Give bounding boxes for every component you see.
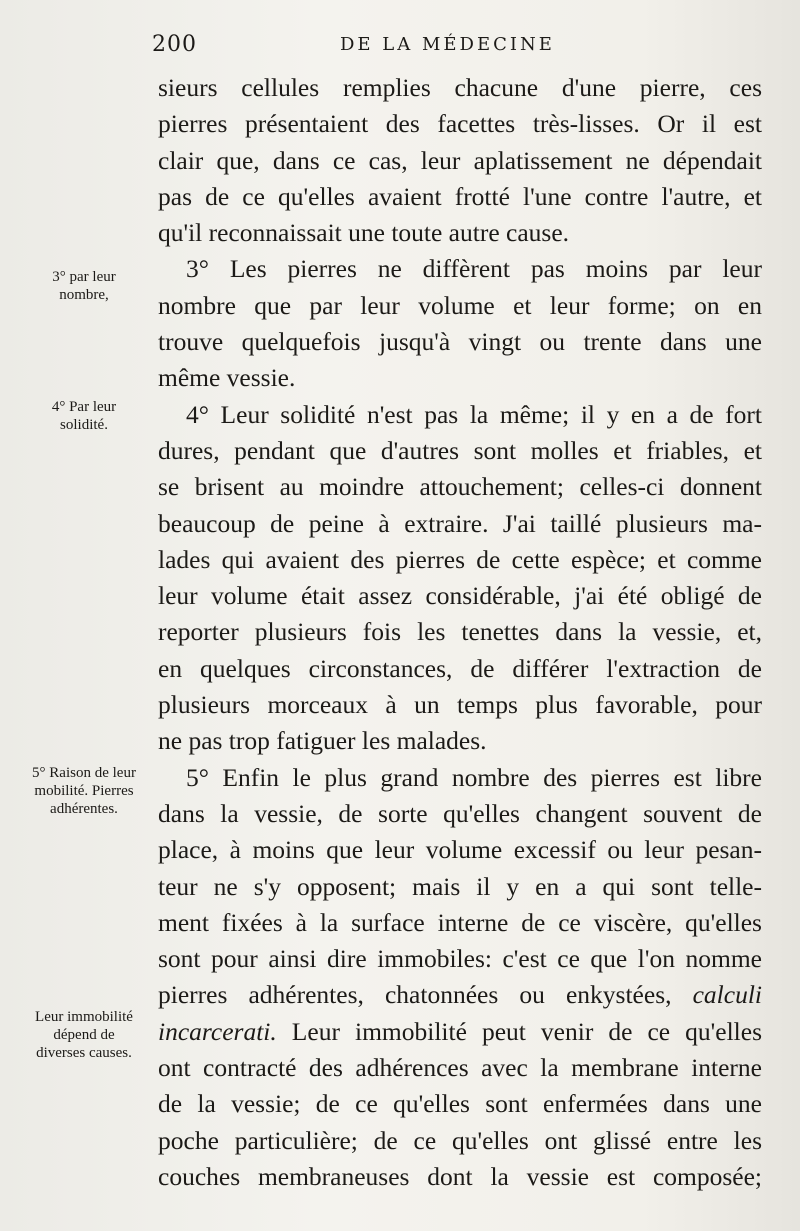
text-line: teur ne s'y opposent; mais il y en a qui sont telle-	[158, 871, 762, 901]
text-segment: Leur immobilité peut venir de ce qu'elles	[291, 1016, 763, 1046]
latin-term: calculi	[692, 980, 762, 1010]
paragraph-start-line: 3° Les pierres ne diffèrent pas moins par leur	[186, 254, 762, 284]
paragraph-start-line: 5° Enfin le plus grand nombre des pierres est libre	[186, 762, 762, 792]
margin-note-immobilite: Leur immobilité dépend de diverses causes.	[35, 1009, 133, 1061]
text-line: trouve quelquefois jusqu'à vingt ou trente dans une	[158, 327, 762, 357]
text-line: même vessie.	[158, 363, 296, 393]
text-line: pierres présentaient des facettes très-lisses. Or il est	[158, 109, 762, 139]
text-line: place, à moins que leur volume excessif ou leur pesan-	[158, 835, 762, 865]
text-line: reporter plusieurs fois les tenettes dans la vessie, et,	[158, 617, 762, 647]
text-line	[158, 1014, 762, 1050]
text-line: nombre que par leur volume et leur forme; on en	[158, 290, 762, 320]
text-line: clair que, dans ce cas, leur aplatissement ne dépendait	[158, 145, 762, 175]
margin-note-solidite: 4° Par leur solidité.	[51, 399, 117, 433]
text-line: leur volume était assez considérable, j'ai été obligé de	[158, 581, 762, 611]
margin-note-mobilite: 5° Raison de leur mobilité. Pierres adhérentes.	[32, 765, 136, 817]
page-header	[152, 30, 752, 62]
page-number: 200	[152, 32, 197, 57]
text-line: sont pour ainsi dire immobiles: c'est ce que l'on nomme	[158, 944, 762, 974]
text-line: dures, pendant que d'autres sont molles et friables, et	[158, 435, 762, 465]
latin-term: incarcerati.	[158, 1016, 277, 1046]
text-line: sieurs cellules remplies chacune d'une pierre, ces	[158, 73, 762, 102]
body-text	[158, 70, 762, 1195]
text-line: de la vessie; de ce qu'elles sont enfermées dans une	[158, 1089, 762, 1119]
text-line: lades qui avaient des pierres de cette espèce; et comme	[158, 544, 762, 574]
text-line: ont contracté des adhérences avec la membrane interne	[158, 1053, 762, 1083]
margin-note-nombre: 3° par leur nombre,	[52, 269, 116, 303]
text-line: qu'il reconnaissait une toute autre cause.	[158, 218, 570, 248]
text-line: poche particulière; de ce qu'elles ont glissé entre les	[158, 1125, 762, 1155]
text-line: ne pas trop fatiguer les malades.	[158, 726, 487, 756]
text-line: ment fixées à la surface interne de ce viscère, qu'elles	[158, 907, 762, 937]
text-line: beaucoup de peine à extraire. J'ai taillé plusieurs ma-	[158, 508, 762, 538]
text-line	[158, 977, 762, 1013]
paragraph-start-line: 4° Leur solidité n'est pas la même; il y en a de fort	[186, 399, 762, 429]
text-segment: pierres adhérentes, chatonnées ou enkystées,	[158, 980, 672, 1010]
running-title: DE LA MÉDECINE	[340, 34, 555, 55]
text-line: plusieurs morceaux à un temps plus favorable, pour	[158, 690, 762, 720]
text-line: se brisent au moindre attouchement; celles-ci donnent	[158, 472, 762, 502]
text-line: dans la vessie, de sorte qu'elles changent souvent de	[158, 798, 762, 828]
text-line: pas de ce qu'elles avaient frotté l'une contre l'autre, et	[158, 181, 762, 211]
text-line: couches membraneuses dont la vessie est composée;	[158, 1161, 762, 1191]
text-line: en quelques circonstances, de différer l'extraction de	[158, 653, 762, 683]
